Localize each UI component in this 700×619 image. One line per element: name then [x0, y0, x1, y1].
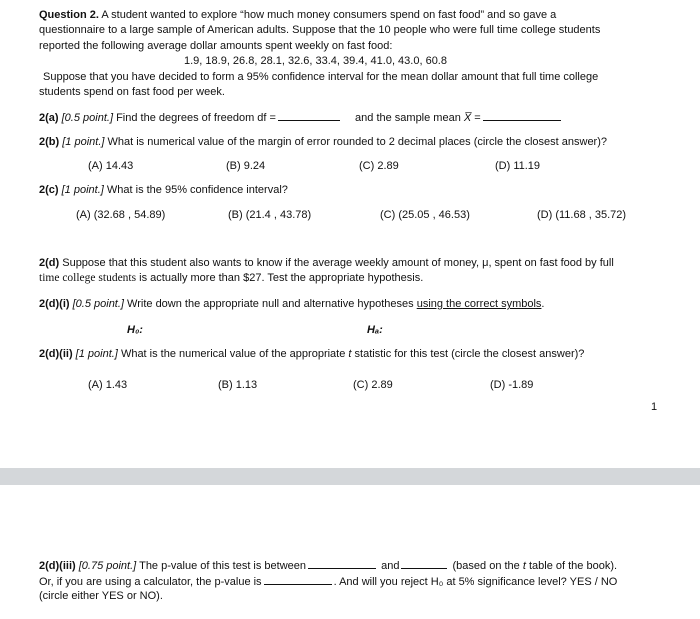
page-number: 1 [651, 401, 658, 413]
ci-intro-line-2: students spend on fast food per week. [39, 86, 225, 98]
question-2-intro-line-3: reported the following average dollar amounts spent weekly on fast food: [39, 40, 393, 52]
option-2dii-b[interactable]: (B) 1.13 [218, 379, 258, 391]
xbar-symbol: X̅ [463, 112, 472, 124]
option-2dii-d[interactable]: (D) -1.89 [490, 379, 534, 391]
question-2a: 2(a) [0.5 point.] Find the degrees of freedom df = and the sample mean X̅ = [39, 110, 563, 125]
question-2dii-points: [1 point.] [75, 348, 118, 360]
option-2b-b[interactable]: (B) 9.24 [226, 160, 266, 172]
page-2 [0, 485, 700, 619]
question-2d-line-1: 2(d) Suppose that this student also wants to know if the average weekly amount of money, μ, spent on fast food by full [39, 257, 614, 269]
sample-mean-answer-blank[interactable] [483, 110, 561, 121]
question-2diii-line-3: (circle either YES or NO). [39, 590, 163, 602]
question-2dii: 2(d)(ii) [1 point.] What is the numerical value of the appropriate t statistic for this test (circle the closest answer)? [39, 348, 585, 360]
option-2b-c[interactable]: (C) 2.89 [359, 160, 399, 172]
ci-intro-line-1: Suppose that you have decided to form a 95% confidence interval for the mean dollar amount that full time college [43, 71, 599, 83]
question-2b-label: 2(b) [39, 136, 60, 148]
alternative-hypothesis-label[interactable]: Hₐ: [367, 324, 383, 336]
question-2d-label: 2(d) [39, 257, 60, 269]
option-2dii-a[interactable]: (A) 1.43 [88, 379, 128, 391]
question-2di: 2(d)(i) [0.5 point.] Write down the appropriate null and alternative hypotheses using the correct symbols. [39, 298, 545, 310]
question-2di-label: 2(d)(i) [39, 298, 70, 310]
question-2c-points: [1 point.] [61, 184, 104, 196]
question-2a-points: [0.5 point.] [61, 112, 113, 124]
p-value-upper-blank[interactable] [401, 558, 447, 569]
question-2-label: Question 2. [39, 9, 99, 21]
correct-symbols-underlined: using the correct symbols [416, 298, 542, 310]
question-2di-points: [0.5 point.] [72, 298, 124, 310]
question-2d-line-2: time college students is actually more than $27. Test the appropriate hypothesis. [39, 272, 424, 284]
df-answer-blank[interactable] [278, 110, 340, 121]
option-2c-d[interactable]: (D) (11.68 , 35.72) [537, 209, 627, 221]
page-break-gap [0, 468, 700, 485]
question-2diii-line-2: Or, if you are using a calculator, the p-value is . And will you reject H₀ at 5% significance level? YES / NO [39, 576, 618, 588]
question-2-intro-line-2: questionnaire to a large sample of American adults. Suppose that the 10 people who were full time college students [39, 24, 601, 36]
calculator-p-value-blank[interactable] [264, 574, 332, 585]
question-2dii-label: 2(d)(ii) [39, 348, 73, 360]
question-2b-points: [1 point.] [62, 136, 105, 148]
p-value-lower-blank[interactable] [308, 558, 376, 569]
option-2b-a[interactable]: (A) 14.43 [88, 160, 134, 172]
question-2c-label: 2(c) [39, 184, 59, 196]
option-2c-a[interactable]: (A) (32.68 , 54.89) [76, 209, 166, 221]
option-2dii-c[interactable]: (C) 2.89 [353, 379, 393, 391]
data-values: 1.9, 18.9, 26.8, 28.1, 32.6, 33.4, 39.4, 41.0, 43.0, 60.8 [184, 55, 447, 67]
question-2c: 2(c) [1 point.] What is the 95% confidence interval? [39, 184, 288, 196]
question-2-intro-line-1: Question 2. A student wanted to explore “how much money consumers spend on fast food” and so gave a [39, 9, 557, 21]
option-2c-c[interactable]: (C) (25.05 , 46.53) [380, 209, 470, 221]
option-2c-b[interactable]: (B) (21.4 , 43.78) [228, 209, 312, 221]
question-2diii-line-1: 2(d)(iii) [0.75 point.] The p-value of this test is between and (based on the t table of the book). [39, 560, 618, 572]
reject-question[interactable]: . And will you reject H₀ at 5% significance level? YES / NO [333, 576, 618, 588]
option-2b-d[interactable]: (D) 11.19 [495, 160, 541, 172]
question-2a-label: 2(a) [39, 112, 59, 124]
question-2diii-points: [0.75 point.] [78, 560, 137, 572]
question-2b: 2(b) [1 point.] What is numerical value of the margin of error rounded to 2 decimal places (circle the closest answer)? [39, 136, 608, 148]
null-hypothesis-label[interactable]: H₀: [127, 324, 143, 336]
question-2diii-label: 2(d)(iii) [39, 560, 76, 572]
